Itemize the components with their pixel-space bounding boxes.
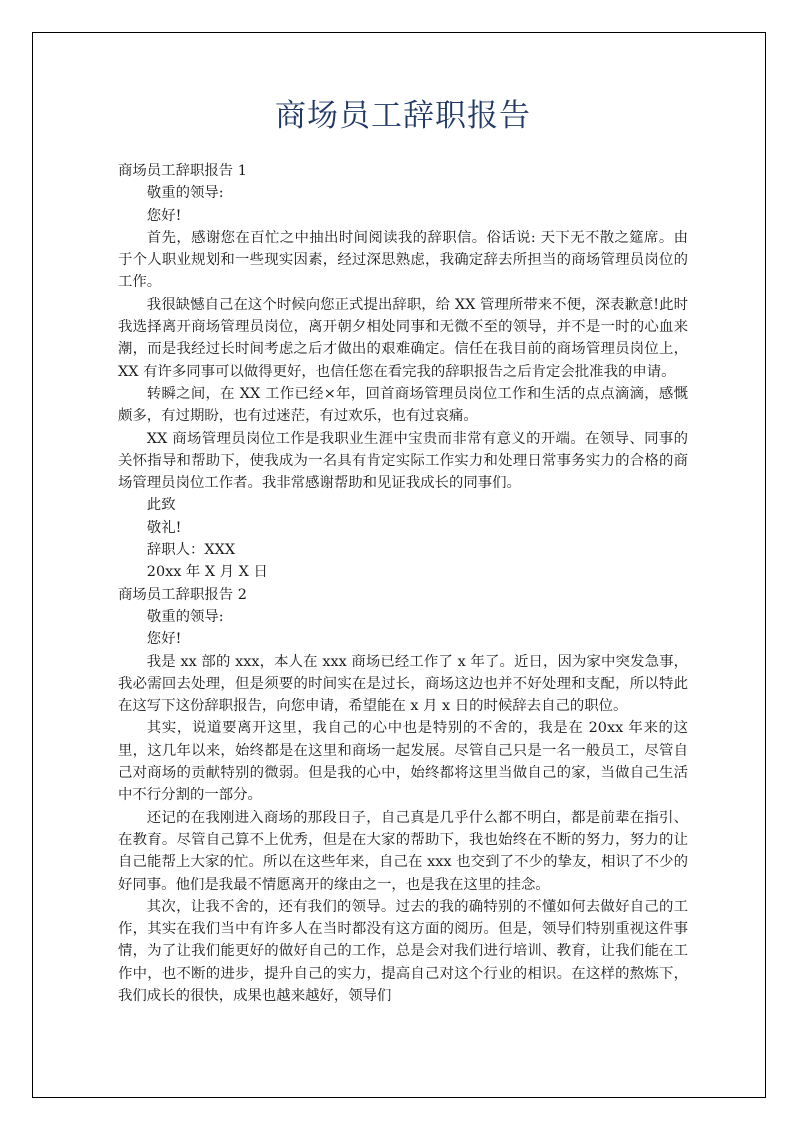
report-section-2 bbox=[118, 584, 688, 1008]
body-paragraph: 还记的在我刚进入商场的那段日子，自己真是几乎什么都不明白，都是前辈在指引、在教育。尽管自己算不上优秀，但是在大家的帮助下，我也始终在不断的努力，努力的让自己能帮上大家的忙。所以在这些年来，自己在 xxx 也交到了不少的挚友，相识了不少的好同事。他们是我最不情愿离开的缘由之一，也是我在这里的挂念。 bbox=[118, 809, 688, 893]
greeting: 敬重的领导: bbox=[146, 185, 224, 202]
body-paragraph: XX 商场管理员岗位工作是我职业生涯中宝贵而非常有意义的开端。在领导、同事的关怀指导和帮助下，使我成为一名具有肯定实际工作实力和处理日常事务实力的合格的商场管理员岗位工作者。我非常感谢帮助和见证我成长的同事们。 bbox=[118, 430, 688, 492]
report-section-1 bbox=[118, 160, 688, 584]
document-body bbox=[118, 94, 688, 1007]
body-paragraph: 转瞬之间，在 XX 工作已经×年，回首商场管理员岗位工作和生活的点点滴滴，感慨颇多，有过期盼，也有过迷茫，有过欢乐，也有过哀痛。 bbox=[118, 385, 688, 425]
salutation: 您好! bbox=[146, 631, 182, 648]
body-paragraph: 我是 xx 部的 xxx，本人在 xxx 商场已经工作了 x 年了。近日，因为家中突发急事，我必需回去处理，但是须要的时间实在是过长，商场这边也并不好处理和支配，所以特此在这写下这份辞职报告，向您申请，希望能在 x 月 x 日的时候辞去自己的职位。 bbox=[118, 653, 688, 715]
section-heading: 商场员工辞职报告 1 bbox=[118, 163, 247, 179]
document-title: 商场员工辞职报告 bbox=[275, 98, 531, 134]
section-heading: 商场员工辞职报告 2 bbox=[118, 586, 247, 603]
signature-line: 辞职人：XXX bbox=[146, 542, 236, 559]
body-paragraph: 首先，感谢您在百忙之中抽出时间阅读我的辞职信。俗话说: 天下无不散之筵席。由于个人职业规划和一些现实因素，经过深思熟虑，我确定辞去所担当的商场管理员岗位的工作。 bbox=[118, 229, 688, 291]
greeting: 敬重的领导: bbox=[146, 608, 224, 625]
date-line: 20xx 年 X 月 X 日 bbox=[146, 564, 268, 581]
body-paragraph: 我很缺憾自己在这个时候向您正式提出辞职，给 XX 管理所带来不便，深表歉意!此时我选择离开商场管理员岗位，离开朝夕相处同事和无微不至的领导，并不是一时的心血来潮，而是我经过长时间考虑之后才做出的艰难确定。信任在我目前的商场管理员岗位上，XX 有许多同事可以做得更好，也信任您在看完我的辞职报告之后肯定会批准我的申请。 bbox=[118, 296, 688, 380]
closing-line: 敬礼! bbox=[146, 519, 182, 536]
closing-line: 此致 bbox=[146, 497, 176, 514]
body-paragraph: 其次，让我不舍的，还有我们的领导。过去的我的确特别的不懂如何去做好自己的工作，其实在我们当中有许多人在当时都没有这方面的阅历。但是，领导们特别重视这件事情，为了让我们能更好的做好自己的工作，总是会对我们进行培训、教育，让我们能在工作中，也不断的进步，提升自己的实力，提高自己对这个行业的相识。在这样的熬炼下，我们成长的很快，成果也越来越好，领导们 bbox=[118, 898, 688, 1004]
body-paragraph: 其实，说道要离开这里，我自己的心中也是特别的不舍的，我是在 20xx 年来的这里，这几年以来，始终都是在这里和商场一起发展。尽管自己只是一名一般员工，尽管自己对商场的贡献特别的微弱。但是我的心中，始终都将这里当做自己的家，当做自己生活中不行分割的一部分。 bbox=[118, 720, 688, 804]
salutation: 您好! bbox=[146, 207, 182, 224]
